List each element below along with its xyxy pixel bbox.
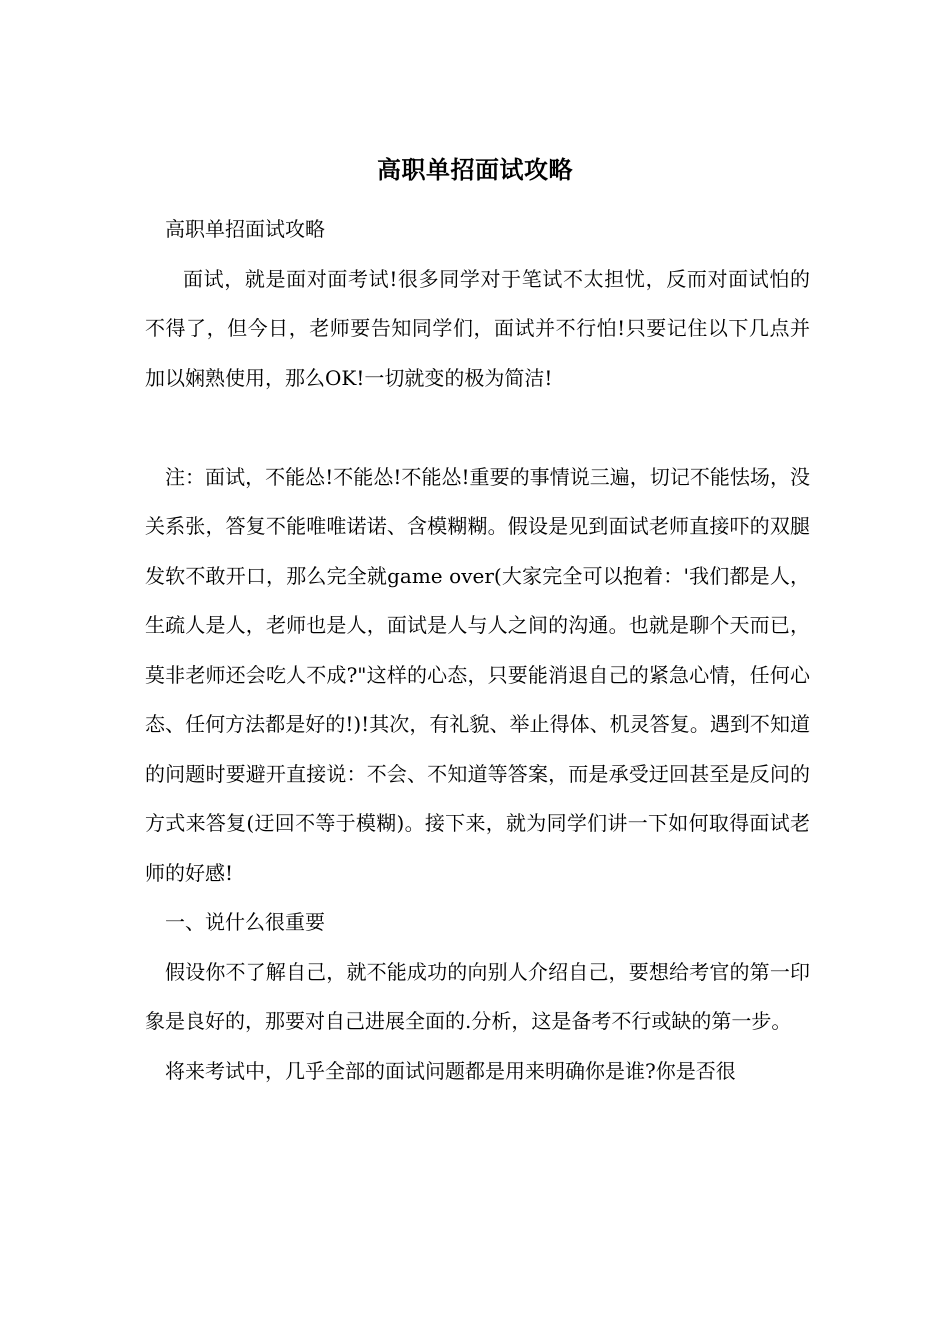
subtitle-paragraph: 高职单招面试攻略 bbox=[165, 217, 325, 241]
document-body bbox=[145, 205, 810, 1096]
note-paragraph: 注：面试，不能怂!不能怂!不能怂!重要的事情说三遍，切记不能怯场，没关系张，答复不能唯唯诺诺、含模糊糊。假设是见到面试老师直接吓的双腿发软不敢开口，那么完全就game over(大家完全可以抱着：'我们都是人，生疏人是人，老师也是人，面试是人与人之间的沟通。也就是聊个天而已，莫非老师还会吃人不成?"这样的心态，只要能消退自己的紧急心情，任何心态、任何方法都是好的!)!其次，有礼貌、举止得体、机灵答复。遇到不知道的问题时要避开直接说：不会、不知道等答案，而是承受迂回甚至是反问的方式来答复(迂回不等于模糊)。接下来，就为同学们讲一下如何取得面试老师的好感! bbox=[145, 464, 810, 885]
section-paragraph-2: 将来考试中，几乎全部的面试问题都是用来明确你是谁?你是否很 bbox=[165, 1058, 736, 1083]
section-heading: 一、说什么很重要 bbox=[165, 910, 325, 934]
section-paragraph-1: 假设你不了解自己，就不能成功的向别人介绍自己，要想给考官的第一印象是良好的，那要对自己进展全面的.分析，这是备考不行或缺的第一步。 bbox=[145, 959, 810, 1033]
intro-paragraph: 面试，就是面对面考试!很多同学对于笔试不太担忧，反而对面试怕的不得了，但今日，老师要告知同学们，面试并不行怕!只要记住以下几点并加以娴熟使用，那么OK!一切就变的极为简洁! bbox=[145, 266, 810, 390]
document-title: 高职单招面试攻略 bbox=[377, 155, 573, 184]
blank-line bbox=[145, 403, 810, 453]
